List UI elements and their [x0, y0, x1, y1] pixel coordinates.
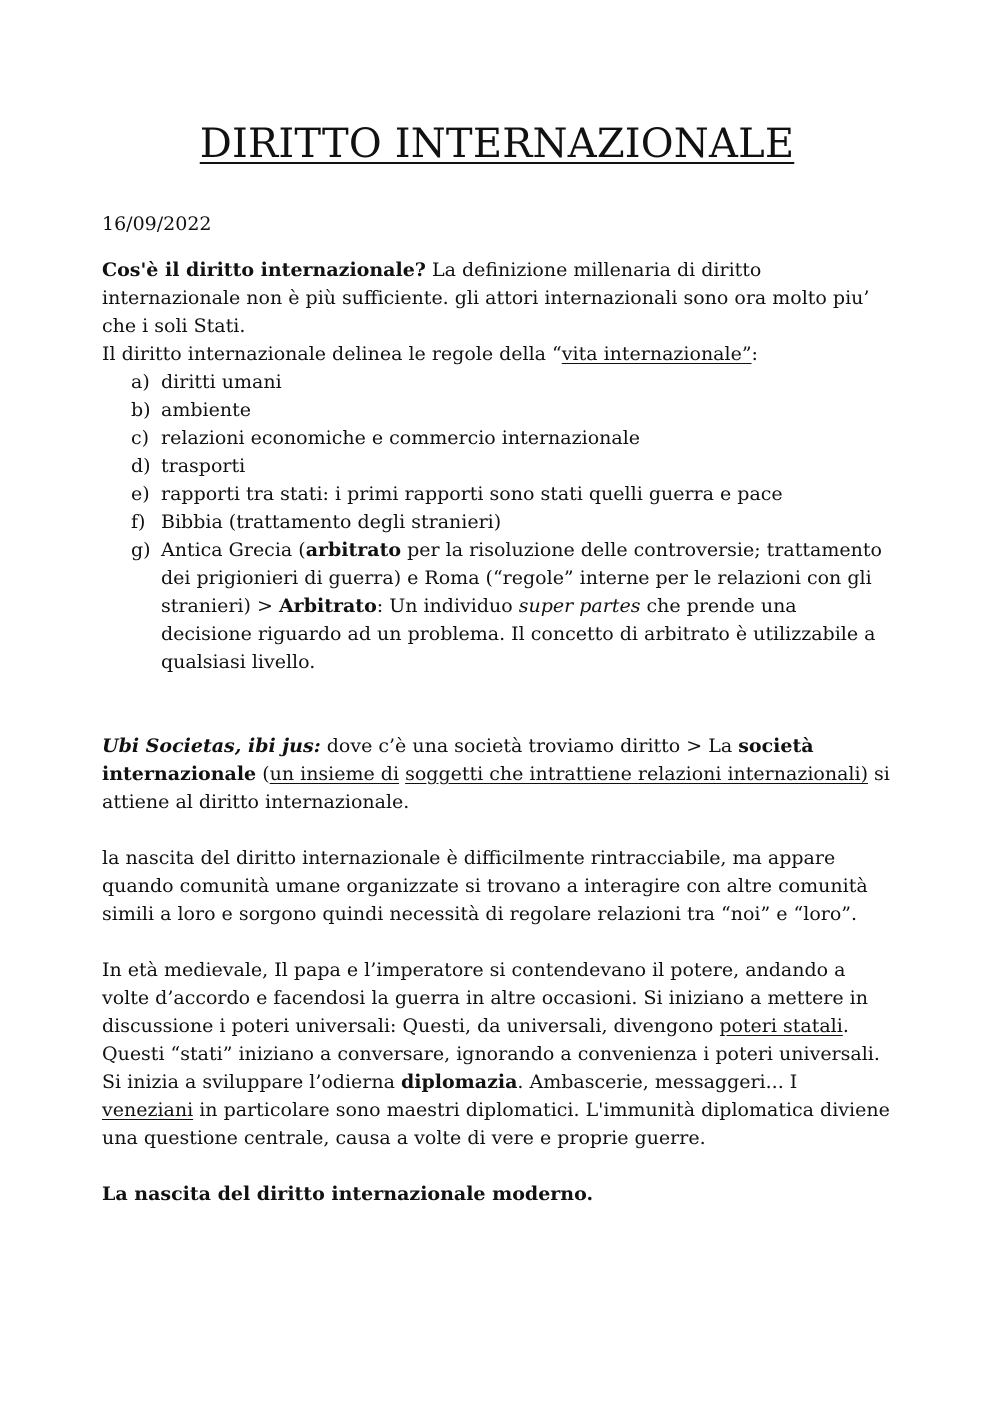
medieval-text: In età medievale, Il papa e l’imperatore si contendevano il potere, andando a volte d’accordo e facendosi la guerra in altre occasioni. Si iniziano a mettere in discussione i poteri universali: Questi, da universali, divengono: [102, 959, 868, 1037]
vita-internazionale-underlined: vita internazionale”: [561, 343, 752, 365]
list-marker: c): [131, 427, 150, 449]
item-g-text: Antica Grecia (: [161, 539, 306, 561]
intro-rules-line: [102, 340, 892, 368]
document-title: DIRITTO INTERNAZIONALE: [199, 121, 795, 167]
list-marker: b): [131, 399, 151, 421]
list-item: [102, 424, 892, 452]
list-marker: a): [131, 371, 150, 393]
medieval-text: in particolare sono maestri diplomatici. L'immunità diplomatica diviene una questione centrale, causa a volte di vere e proprie guerre.: [102, 1099, 890, 1149]
list-item: [102, 452, 892, 480]
poteri-statali-underlined: poteri statali: [719, 1015, 843, 1037]
ubi-underlined-1: un insieme di: [269, 763, 400, 785]
veneziani-underlined: veneziani: [102, 1099, 194, 1121]
list-item: [102, 396, 892, 424]
item-g-text: che prende una decisione riguardo ad un problema. Il concetto di arbitrato è utilizzabile a qualsiasi livello.: [161, 595, 876, 673]
list-item: [102, 480, 892, 508]
arbitrato-term-bold: Arbitrato: [278, 595, 377, 617]
ubi-text: si attiene al diritto internazionale.: [102, 763, 890, 813]
list-marker: g): [131, 539, 151, 561]
list-item: [102, 368, 892, 396]
list-item-text: ambiente: [161, 399, 251, 421]
diplomazia-bold: diplomazia: [400, 1071, 518, 1093]
item-g-text: : Un individuo: [376, 595, 519, 617]
ubi-societas-paragraph: [102, 732, 892, 816]
arbitrato-bold: arbitrato: [305, 539, 402, 561]
list-item-text: rapporti tra stati: i primi rapporti sono stati quelli guerra e pace: [161, 483, 783, 505]
intro-text: La definizione millenaria di diritto internazionale non è più sufficiente. gli attori internazionali sono ora molto piu’ che i soli Stati.: [102, 259, 870, 337]
section-heading: La nascita del diritto internazionale moderno.: [102, 1183, 594, 1205]
ubi-text: (: [256, 763, 270, 785]
nascita-paragraph: la nascita del diritto internazionale è difficilmente rintracciabile, ma appare quando comunità umane organizzate si trovano a interagire con altre comunità simili a loro e sorgono quindi necessità di regolare relazioni tra “noi” e “loro”.: [102, 847, 868, 925]
list-item-text: trasporti: [161, 455, 246, 477]
medieval-paragraph: [102, 956, 892, 1152]
ubi-text: dove c’è una società troviamo diritto > La: [320, 735, 739, 757]
societa-internazionale-bold: società internazionale: [102, 735, 814, 785]
intro-paragraph: [102, 256, 892, 340]
topics-list: [102, 368, 892, 676]
list-marker: e): [131, 483, 150, 505]
item-g-text: per la risoluzione delle controversie; trattamento dei prigionieri di guerra) e Roma (“regole” interne per le relazioni con gli stranieri) >: [161, 539, 882, 617]
list-marker: d): [131, 455, 151, 477]
list-item-g: [102, 536, 892, 676]
document-page: [102, 118, 892, 1208]
list-item-text: diritti umani: [161, 371, 282, 393]
super-partes-italic: super partes: [518, 595, 641, 617]
rules-colon: :: [751, 343, 758, 365]
ubi-underlined-2: soggetti che intrattiene relazioni internazionali): [405, 763, 868, 785]
document-date: 16/09/2022: [102, 213, 212, 235]
medieval-text: . Ambascerie, messaggeri... I: [517, 1071, 798, 1093]
intro-question: Cos'è il diritto internazionale?: [102, 259, 426, 281]
ubi-societas-title: Ubi Societas, ibi jus:: [102, 735, 321, 757]
rules-text: Il diritto internazionale delinea le regole della “: [102, 343, 562, 365]
list-item-text: Bibbia (trattamento degli stranieri): [161, 511, 502, 533]
list-item-text: relazioni economiche e commercio internazionale: [161, 427, 641, 449]
list-item: [102, 508, 892, 536]
medieval-text: . Questi “stati” iniziano a conversare, ignorando a convenienza i poteri universali. Si inizia a sviluppare l’odierna: [102, 1015, 880, 1093]
list-marker: f): [131, 511, 146, 533]
